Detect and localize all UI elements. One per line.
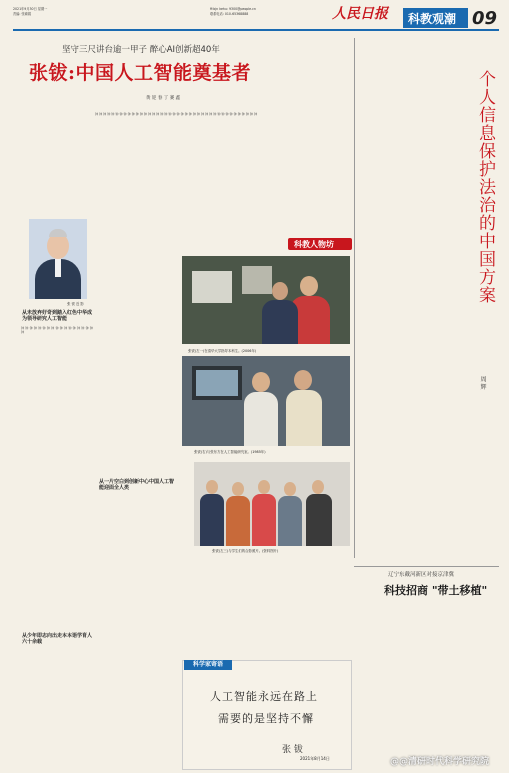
page-number: 09 — [472, 8, 498, 29]
bottom-kicker: 辽宁东戴河新区对接京津冀 — [388, 572, 455, 578]
sidebar-title: 个人信息保护法治的中国方案 — [475, 70, 495, 304]
lead-body: 钟 钟 钟 钟 钟 钟 钟 钟 钟 钟 钟 钟 钟 钟 钟 钟 钟 钟 钟 钟 钟 钟 钟 钟 钟 钟 钟 钟 钟 钟 钟 钟 钟 钟 钟 钟 钟 钟 钟 钟 — [95, 112, 258, 116]
byline: 黄 迎 春 丁 赛 鑫 — [146, 96, 181, 101]
sidebar-author: 周 辉 — [479, 376, 486, 390]
badge-label: 科教人物坊 — [294, 240, 334, 249]
fourth-col-body — [268, 172, 350, 240]
bottom-title: 科技招商 "带土移植" — [384, 584, 488, 597]
bottom-body — [358, 600, 496, 756]
lead-kicker: 坚守三尺讲台逾一甲子 醉心AI创新超40年 — [62, 45, 220, 55]
section-head-3: 从少年即志向出走本本语学育人六十余载 — [22, 633, 93, 646]
masthead — [0, 0, 509, 38]
masthead-rule — [13, 29, 499, 31]
section-head-1: 从未放弃好奇到踏入红色中华成为领导研究人工智能 — [22, 310, 93, 323]
calligraphy-date: 2021年8月14日 — [300, 756, 330, 761]
calligraphy-line-2: 需要的是坚持不懈 — [218, 712, 314, 725]
issue-date: 2021年9月30日 星期一 — [13, 7, 48, 11]
calligraphy-line-1: 人工智能永远在路上 — [210, 690, 318, 703]
calligraphy-signature: 张 钹 — [282, 745, 303, 755]
column-badge — [288, 238, 352, 250]
email: ff:bjn kehu: 9300@people.cn — [210, 7, 256, 11]
photo-1 — [182, 256, 350, 344]
sidebar-body — [358, 42, 466, 564]
photo-3-caption: 张钹(左三)与学生们的合影照片。(资料图片) — [212, 549, 279, 553]
second-col-body-2 — [97, 495, 179, 765]
portrait-photo — [29, 219, 87, 299]
left-col-body-2 — [21, 650, 93, 766]
photo-1-caption: 张钹(左一)在清华大学指导本科生。(2006年) — [188, 349, 257, 353]
sidebar-divider — [354, 38, 355, 558]
bottom-divider — [354, 566, 499, 567]
phone: 联系电话: 010-65368888 — [210, 12, 249, 16]
portrait-caption: 张 钹 近 影 — [67, 302, 84, 306]
paper-name: 人民日报 — [332, 6, 388, 22]
left-col-body-1: 钟 钟 钟 钟 钟 钟 钟 钟 钟 钟 钟 钟 钟 钟 钟 钟 钟 钟 — [21, 326, 93, 335]
lead-title: 张钹:中国人工智能奠基者 — [29, 62, 252, 84]
calligraphy-label: 科学家寄语 — [184, 660, 232, 670]
editor-info: 责编: 张瑜娟 — [13, 12, 32, 16]
third-col-body-2 — [182, 566, 264, 656]
section-head-2: 从一片空白到创新中心中国人工智能迎面全人类 — [99, 479, 175, 492]
photo-2-caption: 张钹(右)与张东方在人工智能研究室。(1985年) — [194, 450, 266, 454]
photo-3 — [194, 462, 350, 546]
watermark: @@清研时代科学研究院 — [390, 757, 490, 767]
second-col-body — [97, 172, 179, 472]
fourth-col-body-2 — [268, 566, 350, 656]
section-name: 科教观潮 — [408, 12, 457, 26]
photo-2 — [182, 356, 350, 446]
